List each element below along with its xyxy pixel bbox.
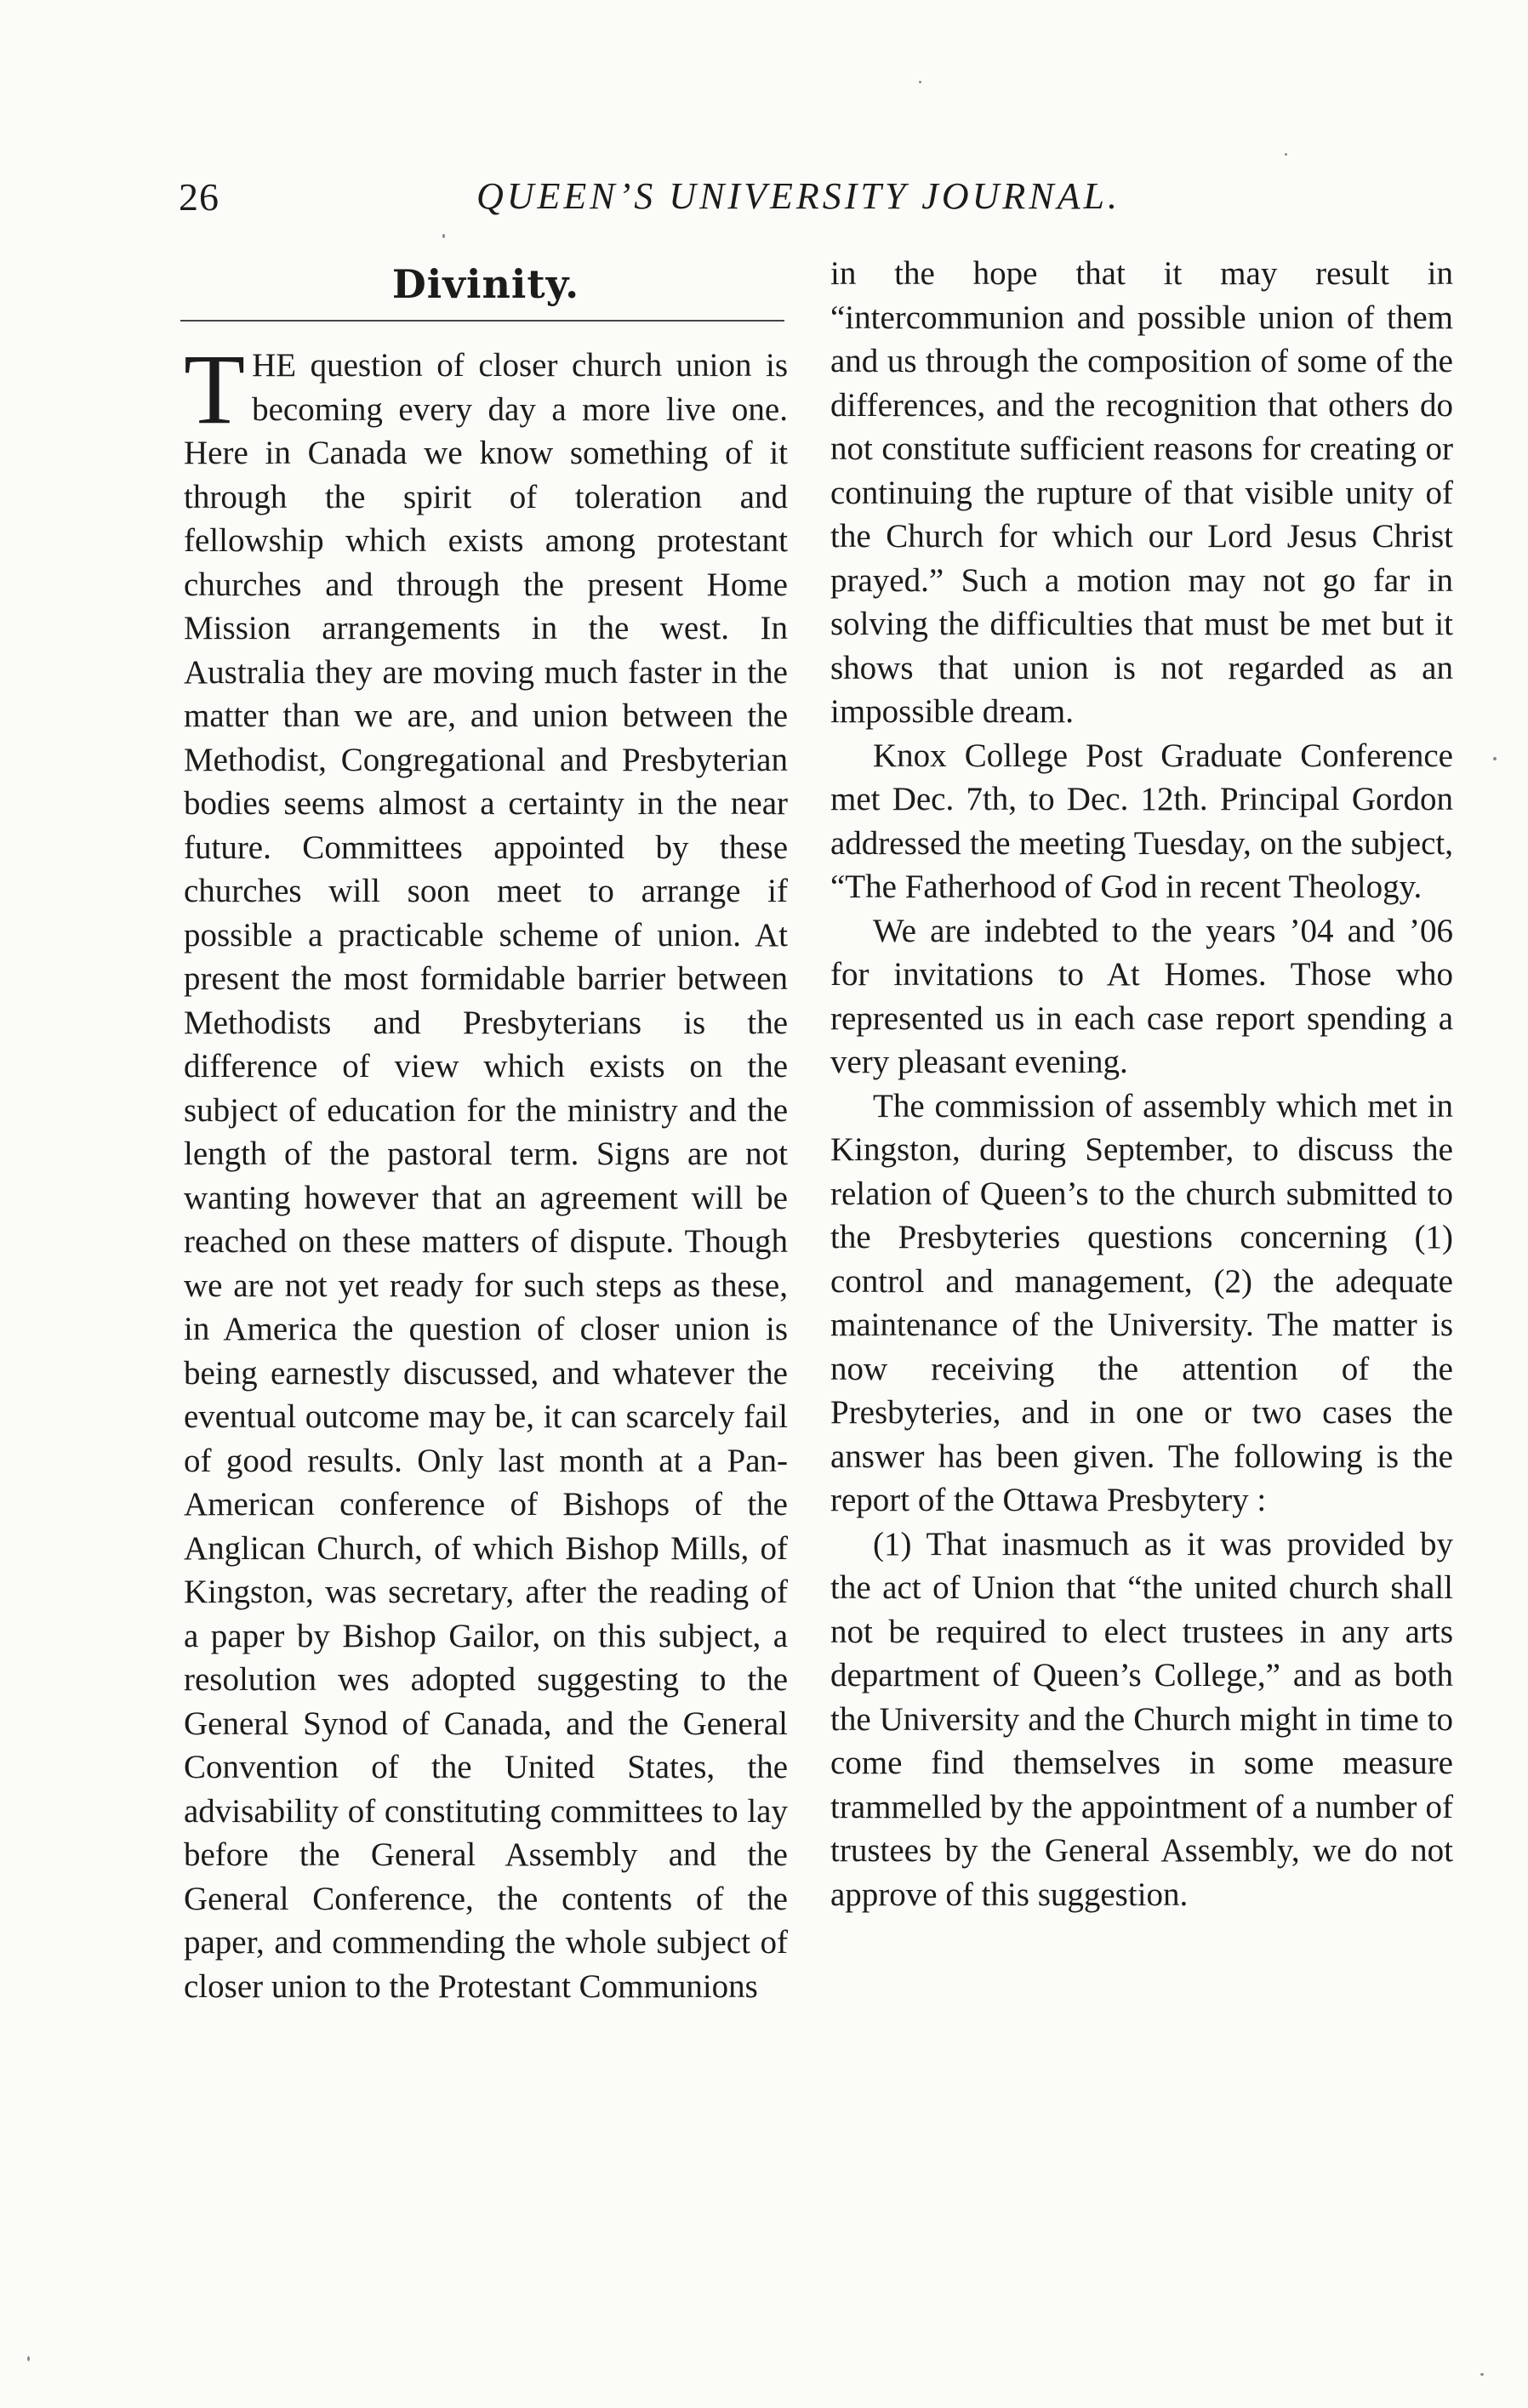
scan-speck [442, 234, 445, 238]
paragraph-knox-college: Knox College Post Graduate Conference met Dec. 7th, to Dec. 12th. Principal Gordon addressed the meeting Tuesday, on the subject, “The Fatherhood of God in recent Theology. [830, 737, 1453, 905]
scan-speck [1493, 757, 1497, 760]
scan-speck [27, 2356, 30, 2361]
paragraph-closer-union-part2 [830, 252, 1453, 734]
journal-title: QUEEN’S UNIVERSITY JOURNAL. [476, 175, 1120, 217]
drop-cap: T [184, 333, 246, 445]
scan-speck [919, 81, 921, 83]
left-column [184, 247, 788, 2008]
scan-speck [1480, 2373, 1484, 2376]
scan-speck [1285, 153, 1287, 156]
section-rule [180, 320, 784, 322]
paragraph-closer-union-text-part2: in the hope that it may result in “intercommunion and possible union of them and us through the composition of some of the differences, and the recognition that others do not constitute sufficient reasons for creating or continuing the rupture of that visible unity of the Church for which our Lord Jesus Christ prayed.” Such a motion may not go far in solving the difficulties that must be met but it shows that union is not regarded as an impossible dream. [830, 255, 1453, 730]
paragraph-closer-union-part1 [184, 333, 788, 2008]
paragraph-closer-union-text-part1: HE question of closer church union is becoming every day a more live one. Here in Canada we know something of it through the spirit of toleration and fellowship which exists among protestant churches and through the present Home Mission arrangements in the west. In Australia they are moving much faster in the matter than we are, and union between the Methodist, Congregational and Presbyterian bodies seems almost a certainty in the near future. Committees appointed by these churches will soon meet to arrange if possible a practicable scheme of union. At present the most formidable barrier between Methodists and Presbyterians is the difference of view which exists on the subject of education for the ministry and the length of the pastoral term. Signs are not wanting however that an agreement will be reached on these matters of dispute. Though we are not yet ready for such steps as these, in America the question of closer union is being earnestly discussed, and whatever the eventual outcome may be, it can scarcely fail of good results. Only last month at a Pan-American conference of Bishops of the Anglican Church, of which Bishop Mills, of Kingston, was secretary, after the reading of a paper by Bishop Gailor, on this subject, a resolution wes adopted suggesting to the General Synod of Canada, and the General Convention of the United States, the advisability of constituting committees to lay before the General Assembly and the General Conference, the contents of the paper, and commending the whole subject of closer union to the Protestant Communions [184, 347, 788, 2005]
right-column [830, 252, 1453, 1916]
page-number: 26 [179, 175, 220, 219]
paragraph-commission: The commission of assembly which met in Kingston, during September, to discuss the relation of Queen’s to the church submitted to the Presbyteries questions concerning (1) control and management, (2) the adequate maintenance of the University. The matter is now receiving the attention of the Presbyteries, and in one or two cases the answer has been given. The following is the report of the Ottawa Presbytery : [830, 1087, 1453, 1518]
page-header [170, 174, 1463, 225]
paragraph-at-homes: We are indebted to the years ’04 and ’06 for invitations to At Homes. Those who represented us in each case report spending a very pleasant evening. [830, 912, 1453, 1080]
section-title: Divinity. [391, 261, 580, 307]
paragraph-ottawa-report: (1) That inasmuch as it was provided by the act of Union that “the united church shall not be required to elect trustees in any arts department of Queen’s College,” and as both the University and the Church might in time to come find themselves in some measure trammelled by the appointment of a number of trustees by the General Assembly, we do not approve of this suggestion. [830, 1525, 1453, 1913]
